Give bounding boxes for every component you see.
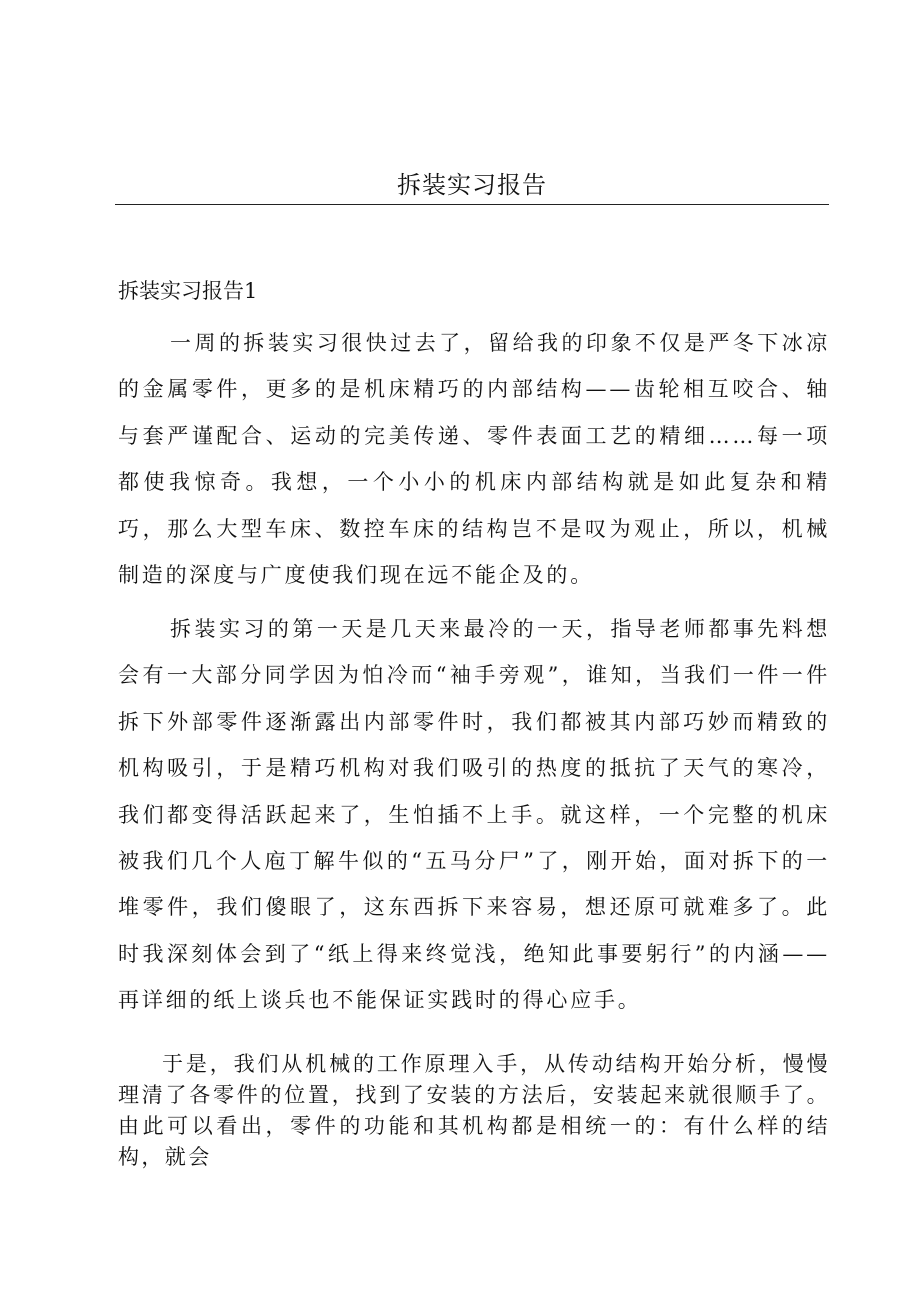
paragraph-2: 拆装实习的第一天是几天来最冷的一天，指导老师都事先料想会有一大部分同学因为怕冷而“袖手旁观”，谁知，当我们一件一件拆下外部零件逐渐露出内部零件时，我们都被其内部巧妙而精致的机构吸引，于是精巧机构对我们吸引的热度的抵抗了天气的寒冷，我们都变得活跃起来了，生怕插不上手。就这样，一个完整的机床被我们几个人庖丁解牛似的“五马分尸”了，刚开始，面对拆下的一堆零件，我们傻眼了，这东西拆下来容易，想还原可就难多了。此时我深刻体会到了“纸上得来终觉浅，绝知此事要躬行”的内涵——再详细的纸上谈兵也不能保证实践时的得心应手。 bbox=[118, 617, 830, 1013]
title-underline bbox=[115, 204, 829, 205]
paragraph-1: 一周的拆装实习很快过去了，留给我的印象不仅是严冬下冰凉的金属零件，更多的是机床精巧的内部结构——齿轮相互咬合、轴与套严谨配合、运动的完美传递、零件表面工艺的精细……每一项都使我惊奇。我想，一个小小的机床内部结构就是如此复杂和精巧，那么大型车床、数控车床的结构岂不是叹为观止，所以，机械制造的深度与广度使我们现在远不能企及的。 bbox=[118, 331, 830, 588]
paragraph-3: 于是，我们从机械的工作原理入手，从传动结构开始分析，慢慢理清了各零件的位置，找到了安装的方法后，安装起来就很顺手了。由此可以看出，零件的功能和其机构都是相统一的：有什么样的结构，就会 bbox=[118, 1052, 830, 1169]
section-heading: 拆装实习报告1 bbox=[118, 279, 258, 303]
document-title: 拆装实习报告 bbox=[397, 171, 547, 199]
